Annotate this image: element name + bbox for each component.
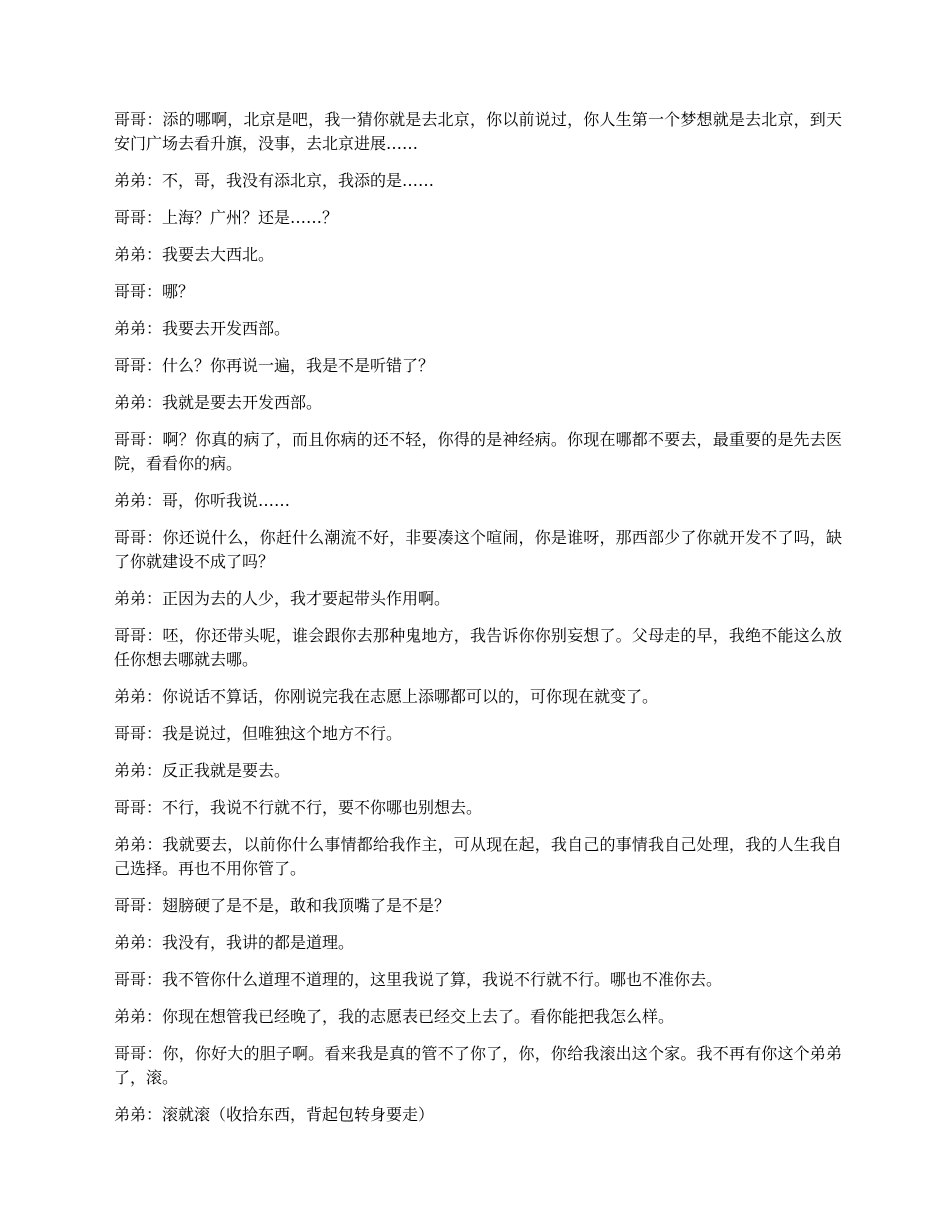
- dialogue-line: 弟弟：你现在想管我已经晚了，我的志愿表已经交上去了。看你能把我怎么样。: [114, 1007, 675, 1026]
- dialogue-line: 哥哥：什么？你再说一遍，我是不是听错了？: [114, 356, 435, 375]
- dialogue-line: 弟弟：滚就滚（收拾东西，背起包转身要走）: [114, 1105, 435, 1124]
- dialogue-line: 弟弟：我就是要去开发西部。: [114, 393, 323, 412]
- dialogue-line: 哥哥：添的哪啊，北京是吧，我一猜你就是去北京，你以前说过，你人生第一个梦想就是去北京，到天安门广场去看升旗，没事，去北京进展……: [114, 110, 842, 153]
- dialogue-line: 哥哥：你，你好大的胆子啊。看来我是真的管不了你了，你，你给我滚出这个家。我不再有你这个弟弟了，滚。: [114, 1044, 842, 1087]
- dialogue-line: 哥哥：你还说什么，你赶什么潮流不好，非要凑这个喧闹，你是谁呀，那西部少了你就开发不了吗，缺了你就建设不成了吗？: [114, 528, 842, 571]
- document-page: [114, 108, 842, 1140]
- dialogue-line: 弟弟：正因为去的人少，我才要起带头作用啊。: [114, 589, 451, 608]
- dialogue-line: 哥哥：哪？: [114, 282, 195, 301]
- dialogue-line: 弟弟：我就要去，以前你什么事情都给我作主，可从现在起，我自己的事情我自己处理，我的人生我自己选择。再也不用你管了。: [114, 835, 842, 878]
- dialogue-line: 哥哥：不行，我说不行就不行，要不你哪也别想去。: [114, 798, 483, 817]
- dialogue-line: 哥哥：翅膀硬了是不是，敢和我顶嘴了是不是？: [114, 896, 451, 915]
- dialogue-line: 哥哥：上海？广州？还是……？: [114, 208, 339, 227]
- dialogue-line: 弟弟：不，哥，我没有添北京，我添的是……: [114, 171, 435, 190]
- dialogue-line: 哥哥：我不管你什么道理不道理的，这里我说了算，我说不行就不行。哪也不准你去。: [114, 970, 723, 989]
- dialogue-line: 弟弟：反正我就是要去。: [114, 761, 291, 780]
- dialogue-line: 弟弟：哥，你听我说……: [114, 491, 291, 510]
- dialogue-line: 弟弟：我要去开发西部。: [114, 319, 291, 338]
- dialogue-line: 弟弟：你说话不算话，你刚说完我在志愿上添哪都可以的，可你现在就变了。: [114, 687, 659, 706]
- dialogue-line: 哥哥：啊？你真的病了，而且你病的还不轻，你得的是神经病。你现在哪都不要去，最重要的是先去医院，看看你的病。: [114, 430, 842, 473]
- dialogue-line: 弟弟：我要去大西北。: [114, 245, 275, 264]
- dialogue-line: 弟弟：我没有，我讲的都是道理。: [114, 933, 355, 952]
- dialogue-line: 哥哥：呸，你还带头呢，谁会跟你去那种鬼地方，我告诉你你别妄想了。父母走的早，我绝不能这么放任你想去哪就去哪。: [114, 626, 842, 669]
- dialogue-line: 哥哥：我是说过，但唯独这个地方不行。: [114, 724, 403, 743]
